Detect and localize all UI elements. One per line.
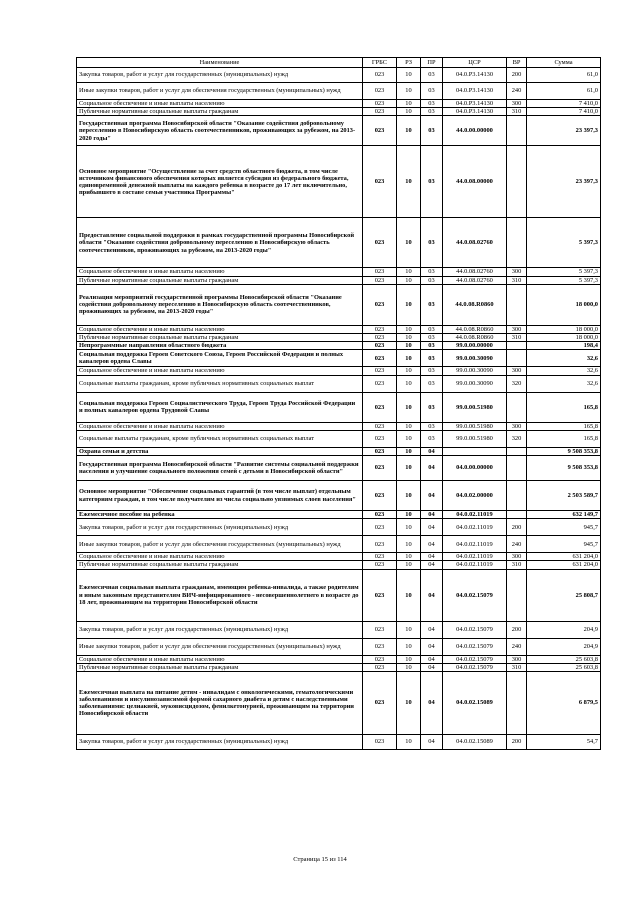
row-csr: 04.0.02.15089: [443, 735, 507, 750]
row-pr: 04: [421, 456, 443, 481]
table-row: [77, 735, 601, 750]
row-rz: 10: [397, 100, 421, 108]
row-pr: 04: [421, 672, 443, 735]
row-grbs: 023: [363, 536, 397, 553]
row-sum: 7 410,0: [527, 100, 601, 108]
row-pr: 04: [421, 655, 443, 663]
table-row: [77, 447, 601, 455]
row-grbs: 023: [363, 350, 397, 367]
row-rz: 10: [397, 569, 421, 621]
header-name: Наименование: [77, 58, 363, 68]
row-grbs: 023: [363, 430, 397, 447]
row-rz: 10: [397, 621, 421, 638]
row-name: Иные закупки товаров, работ и услуг для обеспечения государственных (муниципальных) нужд: [77, 638, 363, 655]
row-csr: 04.0.02.15089: [443, 672, 507, 735]
row-name: Охрана семьи и детства: [77, 447, 363, 455]
row-rz: 10: [397, 108, 421, 116]
table-row: [77, 536, 601, 553]
row-sum: 2 503 589,7: [527, 481, 601, 511]
row-pr: 03: [421, 83, 443, 100]
row-sum: 204,9: [527, 621, 601, 638]
row-grbs: 023: [363, 663, 397, 671]
row-csr: 99.0.00.51980: [443, 430, 507, 447]
row-name: Публичные нормативные социальные выплаты гражданам: [77, 561, 363, 569]
row-csr: 44.0.08.02760: [443, 276, 507, 284]
row-sum: 6 879,5: [527, 672, 601, 735]
row-rz: 10: [397, 663, 421, 671]
row-name: Социальное обеспечение и иные выплаты населению: [77, 553, 363, 561]
row-vr: [507, 456, 527, 481]
row-name: Предоставление социальной поддержки в рамках государственной программы Новосибирской области "Оказание содействия добровольному переселению в Новосибирскую область соотечественников, проживающих за рубежом, на 2013-2020 годы": [77, 218, 363, 268]
row-vr: [507, 342, 527, 350]
row-pr: 03: [421, 108, 443, 116]
row-pr: 03: [421, 392, 443, 422]
row-rz: 10: [397, 68, 421, 83]
row-csr: 99.0.00.30090: [443, 375, 507, 392]
row-vr: 310: [507, 276, 527, 284]
row-name: Иные закупки товаров, работ и услуг для обеспечения государственных (муниципальных) нужд: [77, 83, 363, 100]
row-sum: 23 397,3: [527, 116, 601, 146]
row-csr: 99.0.00.51980: [443, 392, 507, 422]
table-row: [77, 218, 601, 268]
row-pr: 03: [421, 342, 443, 350]
row-name: Закупка товаров, работ и услуг для государственных (муниципальных) нужд: [77, 621, 363, 638]
row-pr: 04: [421, 536, 443, 553]
row-rz: 10: [397, 146, 421, 218]
row-grbs: 023: [363, 561, 397, 569]
budget-table-page: [76, 57, 600, 750]
row-pr: 03: [421, 375, 443, 392]
table-row: [77, 561, 601, 569]
row-grbs: 023: [363, 519, 397, 536]
row-vr: 200: [507, 735, 527, 750]
row-name: Социальная поддержка Героев Социалистического Труда, Героев Труда Российской Федерации и полных кавалеров ордена Трудовой Славы: [77, 392, 363, 422]
row-vr: 320: [507, 375, 527, 392]
row-pr: 03: [421, 325, 443, 333]
row-csr: 04.0.02.11019: [443, 519, 507, 536]
row-sum: 18 000,0: [527, 334, 601, 342]
row-grbs: 023: [363, 218, 397, 268]
table-header-row: [77, 58, 601, 68]
row-name: Социальные выплаты гражданам, кроме публичных нормативных социальных выплат: [77, 375, 363, 392]
row-sum: 9 508 353,8: [527, 456, 601, 481]
row-grbs: 023: [363, 325, 397, 333]
row-pr: 03: [421, 430, 443, 447]
row-grbs: 023: [363, 553, 397, 561]
row-rz: 10: [397, 218, 421, 268]
row-csr: 04.0.02.15079: [443, 638, 507, 655]
table-row: [77, 672, 601, 735]
row-vr: 240: [507, 83, 527, 100]
row-vr: 300: [507, 553, 527, 561]
row-csr: 44.0.08.R0860: [443, 325, 507, 333]
row-csr: 99.0.00.00000: [443, 342, 507, 350]
row-pr: 03: [421, 116, 443, 146]
row-name: Социальное обеспечение и иные выплаты населению: [77, 367, 363, 375]
row-sum: 5 397,3: [527, 276, 601, 284]
row-name: Социальная поддержка Героев Советского Союза, Героев Российской Федерации и полных кавалеров ордена Славы: [77, 350, 363, 367]
row-vr: 310: [507, 108, 527, 116]
row-csr: 44.0.08.02760: [443, 218, 507, 268]
row-pr: 03: [421, 268, 443, 276]
row-rz: 10: [397, 276, 421, 284]
row-grbs: 023: [363, 284, 397, 325]
row-csr: 04.0.02.11019: [443, 511, 507, 519]
row-grbs: 023: [363, 422, 397, 430]
row-name: Закупка товаров, работ и услуг для государственных (муниципальных) нужд: [77, 735, 363, 750]
row-vr: 240: [507, 536, 527, 553]
row-csr: 04.0.02.11019: [443, 553, 507, 561]
row-rz: 10: [397, 519, 421, 536]
row-name: Публичные нормативные социальные выплаты гражданам: [77, 663, 363, 671]
row-rz: 10: [397, 735, 421, 750]
row-pr: 03: [421, 68, 443, 83]
row-rz: 10: [397, 655, 421, 663]
table-row: [77, 663, 601, 671]
row-name: Публичные нормативные социальные выплаты гражданам: [77, 334, 363, 342]
row-sum: 945,7: [527, 536, 601, 553]
row-csr: 44.0.08.00000: [443, 146, 507, 218]
row-sum: 32,6: [527, 367, 601, 375]
row-sum: 25 603,8: [527, 655, 601, 663]
budget-table: [76, 57, 601, 750]
page-footer: Страница 15 из 114: [293, 856, 347, 863]
row-rz: 10: [397, 334, 421, 342]
row-grbs: 023: [363, 638, 397, 655]
row-sum: 204,9: [527, 638, 601, 655]
row-name: Иные закупки товаров, работ и услуг для обеспечения государственных (муниципальных) нужд: [77, 536, 363, 553]
row-vr: 300: [507, 422, 527, 430]
row-rz: 10: [397, 447, 421, 455]
row-sum: 54,7: [527, 735, 601, 750]
table-row: [77, 146, 601, 218]
row-csr: 04.0.02.00000: [443, 481, 507, 511]
row-name: Основное мероприятие "Осуществление за счет средств областного бюджета, в том числе источником финансового обеспечения которых является субсидия из федерального бюджета, единовременной денежной выплаты на каждого ребенка в возрасте до 17 лет включительно, прибывшего в составе семьи участника Программы": [77, 146, 363, 218]
row-pr: 04: [421, 735, 443, 750]
row-vr: [507, 447, 527, 455]
row-grbs: 023: [363, 447, 397, 455]
row-pr: 04: [421, 481, 443, 511]
row-rz: 10: [397, 511, 421, 519]
row-sum: 198,4: [527, 342, 601, 350]
row-name: Государственная программа Новосибирской области "Развитие системы социальной поддержки населения и улучшение социального положения семей с детьми в Новосибирской области": [77, 456, 363, 481]
row-csr: 04.0.00.00000: [443, 456, 507, 481]
row-name: Ежемесячная социальная выплата гражданам, имеющим ребенка-инвалида, а также родителям и иным законным представителям ВИЧ-инфицированного - несовершеннолетнего в возрасте до 18 лет, проживающим на территории Новосибирской области: [77, 569, 363, 621]
row-pr: 04: [421, 553, 443, 561]
header-csr: ЦСР: [443, 58, 507, 68]
table-row: [77, 334, 601, 342]
table-row: [77, 342, 601, 350]
row-sum: 25 808,7: [527, 569, 601, 621]
table-row: [77, 569, 601, 621]
row-name: Публичные нормативные социальные выплаты гражданам: [77, 108, 363, 116]
row-grbs: 023: [363, 342, 397, 350]
table-body: [77, 68, 601, 750]
row-csr: 99.0.00.30090: [443, 367, 507, 375]
row-name: Непрограммные направления областного бюджета: [77, 342, 363, 350]
row-vr: [507, 672, 527, 735]
row-sum: 945,7: [527, 519, 601, 536]
row-pr: 03: [421, 146, 443, 218]
header-grbs: ГРБС: [363, 58, 397, 68]
table-row: [77, 430, 601, 447]
row-rz: 10: [397, 392, 421, 422]
header-sum: Сумма: [527, 58, 601, 68]
row-name: Публичные нормативные социальные выплаты гражданам: [77, 276, 363, 284]
row-csr: 04.0.P3.14130: [443, 100, 507, 108]
row-vr: [507, 116, 527, 146]
row-vr: [507, 284, 527, 325]
row-sum: 61,0: [527, 83, 601, 100]
row-grbs: 023: [363, 375, 397, 392]
row-vr: 300: [507, 100, 527, 108]
row-name: Реализация мероприятий государственной программы Новосибирской области "Оказание содействия добровольному переселению в Новосибирскую область соотечественников, проживающих за рубежом, на 2013-2020 годы": [77, 284, 363, 325]
row-csr: 04.0.02.15079: [443, 663, 507, 671]
table-row: [77, 519, 601, 536]
row-name: Социальное обеспечение и иные выплаты населению: [77, 655, 363, 663]
header-vr: ВР: [507, 58, 527, 68]
row-sum: 165,8: [527, 422, 601, 430]
row-pr: 04: [421, 638, 443, 655]
row-sum: 632 149,7: [527, 511, 601, 519]
row-rz: 10: [397, 375, 421, 392]
row-vr: 300: [507, 655, 527, 663]
row-grbs: 023: [363, 116, 397, 146]
row-vr: 300: [507, 325, 527, 333]
row-rz: 10: [397, 342, 421, 350]
row-csr: 04.0.02.15079: [443, 655, 507, 663]
row-pr: 04: [421, 519, 443, 536]
table-row: [77, 284, 601, 325]
row-rz: 10: [397, 481, 421, 511]
row-sum: 23 397,3: [527, 146, 601, 218]
row-rz: 10: [397, 350, 421, 367]
row-rz: 10: [397, 422, 421, 430]
row-pr: 04: [421, 569, 443, 621]
row-sum: 61,0: [527, 68, 601, 83]
row-name: Государственная программа Новосибирской области "Оказание содействия добровольному переселению в Новосибирскую область соотечественников, проживающих за рубежом, на 2013-2020 годы": [77, 116, 363, 146]
table-row: [77, 367, 601, 375]
row-vr: [507, 146, 527, 218]
row-vr: 200: [507, 621, 527, 638]
row-vr: 310: [507, 561, 527, 569]
row-name: Социальное обеспечение и иные выплаты населению: [77, 100, 363, 108]
row-rz: 10: [397, 536, 421, 553]
table-row: [77, 655, 601, 663]
row-grbs: 023: [363, 146, 397, 218]
row-csr: 04.0.02.15079: [443, 569, 507, 621]
row-rz: 10: [397, 456, 421, 481]
table-row: [77, 325, 601, 333]
row-sum: 165,8: [527, 392, 601, 422]
row-csr: 44.0.08.R0860: [443, 284, 507, 325]
row-vr: 200: [507, 68, 527, 83]
row-name: Ежемесячное пособие на ребенка: [77, 511, 363, 519]
row-vr: 320: [507, 430, 527, 447]
table-row: [77, 375, 601, 392]
table-row: [77, 392, 601, 422]
row-rz: 10: [397, 553, 421, 561]
row-csr: 99.0.00.30090: [443, 350, 507, 367]
row-rz: 10: [397, 561, 421, 569]
table-row: [77, 68, 601, 83]
row-pr: 04: [421, 561, 443, 569]
row-vr: 300: [507, 367, 527, 375]
row-rz: 10: [397, 83, 421, 100]
row-name: Социальные выплаты гражданам, кроме публичных нормативных социальных выплат: [77, 430, 363, 447]
row-grbs: 023: [363, 392, 397, 422]
row-grbs: 023: [363, 655, 397, 663]
row-sum: 25 603,8: [527, 663, 601, 671]
row-rz: 10: [397, 430, 421, 447]
row-csr: 44.0.00.00000: [443, 116, 507, 146]
row-pr: 03: [421, 100, 443, 108]
table-row: [77, 553, 601, 561]
row-rz: 10: [397, 268, 421, 276]
row-pr: 03: [421, 276, 443, 284]
row-rz: 10: [397, 367, 421, 375]
table-row: [77, 422, 601, 430]
row-vr: [507, 481, 527, 511]
row-grbs: 023: [363, 108, 397, 116]
row-pr: 03: [421, 334, 443, 342]
row-name: Ежемесячная выплата на питание детям - инвалидам с онкологическими, гематологическими заболеваниями и инсулинозависимой формой сахарного диабета и детям с наследственными заболеваниями: целиакией, муковисцидозом, фенилкетонурией, проживающим на территории Новосибирской области: [77, 672, 363, 735]
row-name: Социальное обеспечение и иные выплаты населению: [77, 325, 363, 333]
row-sum: 32,6: [527, 375, 601, 392]
table-row: [77, 268, 601, 276]
table-row: [77, 621, 601, 638]
row-csr: 04.0.P3.14130: [443, 108, 507, 116]
row-pr: 04: [421, 663, 443, 671]
row-sum: 631 204,0: [527, 561, 601, 569]
row-pr: 03: [421, 350, 443, 367]
row-rz: 10: [397, 638, 421, 655]
row-vr: 300: [507, 268, 527, 276]
table-row: [77, 350, 601, 367]
row-sum: 7 410,0: [527, 108, 601, 116]
row-csr: 04.0.02.15079: [443, 621, 507, 638]
row-rz: 10: [397, 116, 421, 146]
row-vr: [507, 218, 527, 268]
row-grbs: 023: [363, 621, 397, 638]
row-sum: 5 397,3: [527, 268, 601, 276]
row-csr: [443, 447, 507, 455]
row-rz: 10: [397, 672, 421, 735]
row-sum: 631 204,0: [527, 553, 601, 561]
row-pr: 03: [421, 367, 443, 375]
row-sum: 32,6: [527, 350, 601, 367]
row-grbs: 023: [363, 367, 397, 375]
row-grbs: 023: [363, 735, 397, 750]
row-grbs: 023: [363, 569, 397, 621]
row-sum: 18 000,0: [527, 325, 601, 333]
row-grbs: 023: [363, 100, 397, 108]
row-vr: [507, 569, 527, 621]
row-csr: 44.0.08.02760: [443, 268, 507, 276]
row-grbs: 023: [363, 276, 397, 284]
row-csr: 99.0.00.51980: [443, 422, 507, 430]
row-csr: 04.0.P3.14130: [443, 83, 507, 100]
table-row: [77, 456, 601, 481]
row-vr: 240: [507, 638, 527, 655]
row-grbs: 023: [363, 481, 397, 511]
table-row: [77, 511, 601, 519]
row-grbs: 023: [363, 672, 397, 735]
row-grbs: 023: [363, 268, 397, 276]
row-grbs: 023: [363, 511, 397, 519]
row-vr: 310: [507, 334, 527, 342]
row-vr: [507, 392, 527, 422]
row-csr: 04.0.02.11019: [443, 561, 507, 569]
row-vr: [507, 350, 527, 367]
row-name: Закупка товаров, работ и услуг для государственных (муниципальных) нужд: [77, 519, 363, 536]
row-pr: 03: [421, 422, 443, 430]
row-rz: 10: [397, 325, 421, 333]
row-grbs: 023: [363, 456, 397, 481]
row-pr: 04: [421, 621, 443, 638]
row-csr: 44.0.08.R0860: [443, 334, 507, 342]
row-rz: 10: [397, 284, 421, 325]
row-pr: 03: [421, 284, 443, 325]
row-grbs: 023: [363, 83, 397, 100]
header-pr: ПР: [421, 58, 443, 68]
row-vr: 310: [507, 663, 527, 671]
row-name: Закупка товаров, работ и услуг для государственных (муниципальных) нужд: [77, 68, 363, 83]
row-vr: [507, 511, 527, 519]
table-row: [77, 100, 601, 108]
table-row: [77, 116, 601, 146]
header-rz: РЗ: [397, 58, 421, 68]
row-vr: 200: [507, 519, 527, 536]
table-row: [77, 276, 601, 284]
table-row: [77, 108, 601, 116]
row-name: Социальное обеспечение и иные выплаты населению: [77, 268, 363, 276]
row-sum: 9 508 353,8: [527, 447, 601, 455]
row-sum: 18 000,0: [527, 284, 601, 325]
row-pr: 03: [421, 218, 443, 268]
table-row: [77, 638, 601, 655]
row-sum: 165,8: [527, 430, 601, 447]
row-pr: 04: [421, 511, 443, 519]
row-name: Основное мероприятие "Обеспечение социальных гарантий (в том числе выплат) отдельным категориям граждан, в том числе получателям из числа социально уязвимых слоев населения": [77, 481, 363, 511]
row-pr: 04: [421, 447, 443, 455]
row-name: Социальное обеспечение и иные выплаты населению: [77, 422, 363, 430]
row-sum: 5 397,3: [527, 218, 601, 268]
row-csr: 04.0.02.11019: [443, 536, 507, 553]
table-row: [77, 481, 601, 511]
row-csr: 04.0.P3.14130: [443, 68, 507, 83]
table-row: [77, 83, 601, 100]
row-grbs: 023: [363, 68, 397, 83]
row-grbs: 023: [363, 334, 397, 342]
